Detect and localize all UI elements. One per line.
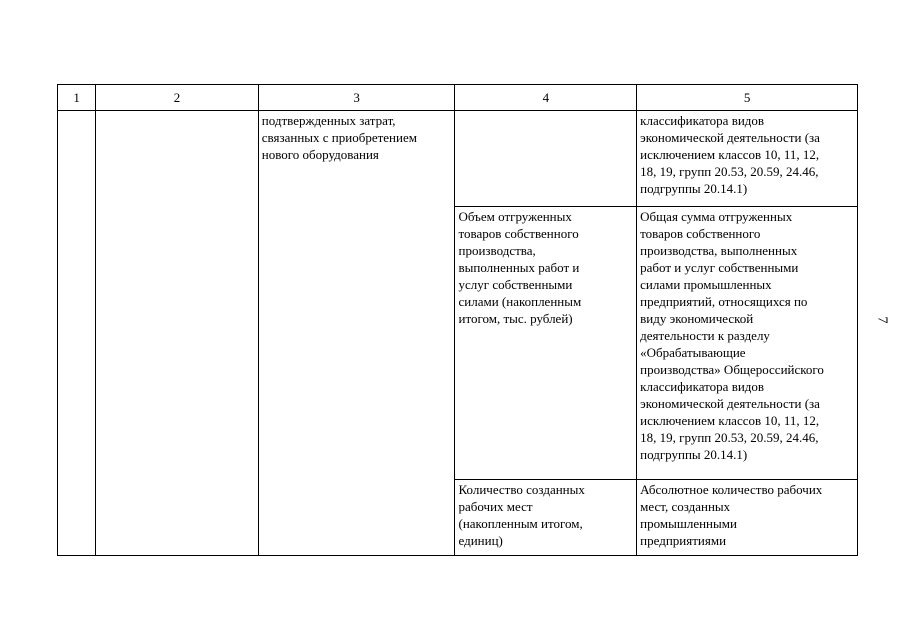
cell-cost-description: подтвержденных затрат, связанных с приобретением нового оборудования bbox=[258, 111, 455, 556]
column-header-5: 5 bbox=[637, 85, 858, 111]
table-header-row bbox=[58, 85, 858, 111]
table-row bbox=[58, 111, 858, 207]
column-header-2: 2 bbox=[96, 85, 259, 111]
cell-definition: Общая сумма отгруженных товаров собственного производства, выполненных работ и услуг собственными силами промышленных предприятий, относящихся по виду экономической деятельности к разделу «Обрабатывающие производства» Общероссийского классификатора видов экономической деятельности (за исключением классов 10, 11, 12, 18, 19, групп 20.53, 20.59, 24.46, подгруппы 20.14.1) bbox=[637, 207, 858, 480]
document-table bbox=[57, 84, 858, 556]
cell-indicator: Объем отгруженных товаров собственного производства, выполненных работ и услуг собственными силами (накопленным итогом, тыс. рублей) bbox=[455, 207, 637, 480]
cell-definition: Абсолютное количество рабочих мест, созданных промышленными предприятиями bbox=[637, 480, 858, 556]
cell-indicator bbox=[455, 111, 637, 207]
column-header-4: 4 bbox=[455, 85, 637, 111]
cell-definition: классификатора видов экономической деятельности (за исключением классов 10, 11, 12, 18, 19, групп 20.53, 20.59, 24.46, подгруппы 20.14.1) bbox=[637, 111, 858, 207]
cell-col2 bbox=[96, 111, 259, 556]
page-number: 7 bbox=[874, 316, 890, 324]
column-header-1: 1 bbox=[58, 85, 96, 111]
column-header-3: 3 bbox=[258, 85, 455, 111]
cell-indicator: Количество созданных рабочих мест (накопленным итогом, единиц) bbox=[455, 480, 637, 556]
cell-col1 bbox=[58, 111, 96, 556]
